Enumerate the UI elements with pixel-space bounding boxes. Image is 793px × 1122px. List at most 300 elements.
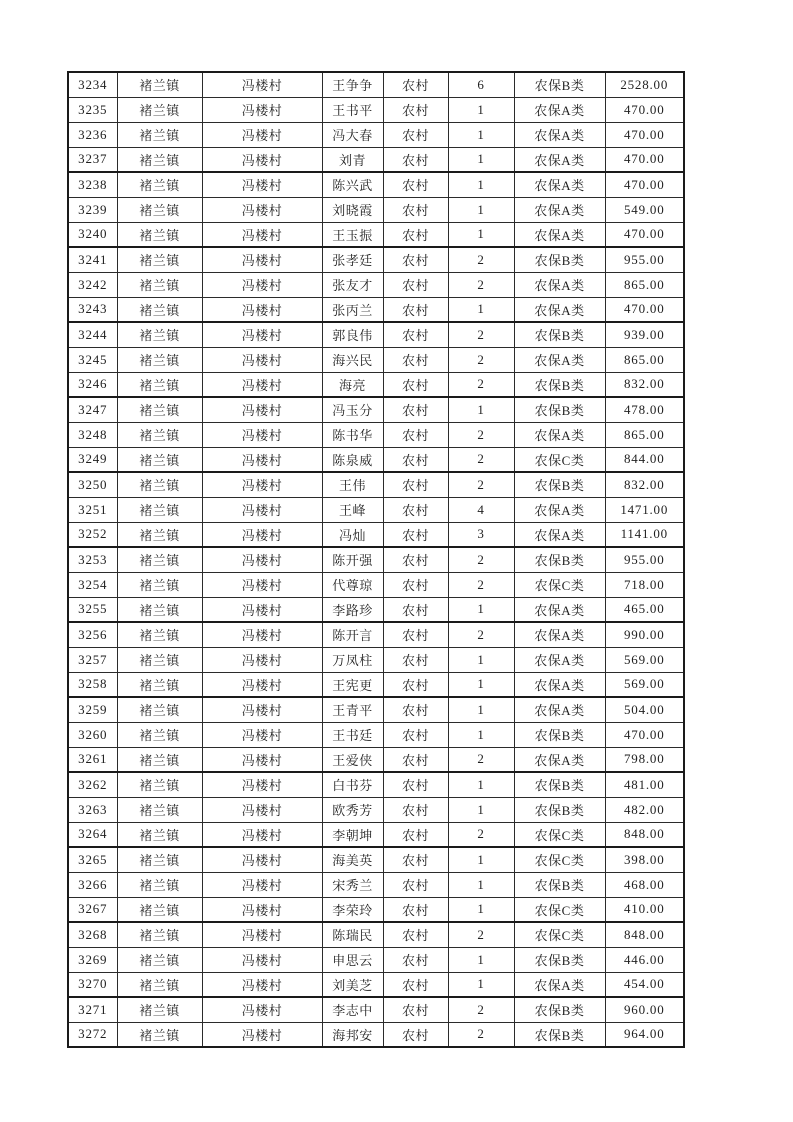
serial-number-cell: 3259 — [68, 697, 117, 722]
serial-number-cell: 3264 — [68, 822, 117, 847]
serial-number-cell: 3268 — [68, 922, 117, 947]
amount-cell: 470.00 — [605, 722, 684, 747]
household-type-cell: 农村 — [383, 72, 448, 97]
person-count-cell: 1 — [448, 772, 514, 797]
household-type-cell: 农村 — [383, 797, 448, 822]
serial-number-cell: 3271 — [68, 997, 117, 1022]
household-type-cell: 农村 — [383, 872, 448, 897]
person-count-cell: 2 — [448, 272, 514, 297]
household-type-cell: 农村 — [383, 922, 448, 947]
town-cell: 褚兰镇 — [117, 847, 202, 872]
amount-cell: 465.00 — [605, 597, 684, 622]
table-row — [68, 622, 684, 647]
person-count-cell: 2 — [448, 347, 514, 372]
insurance-category-cell: 农保B类 — [514, 247, 605, 272]
table-row — [68, 547, 684, 572]
person-count-cell: 2 — [448, 572, 514, 597]
amount-cell: 865.00 — [605, 272, 684, 297]
amount-cell: 470.00 — [605, 222, 684, 247]
person-name-cell: 冯玉分 — [322, 397, 383, 422]
person-count-cell: 1 — [448, 97, 514, 122]
person-count-cell: 2 — [448, 547, 514, 572]
table-row — [68, 922, 684, 947]
village-cell: 冯楼村 — [202, 172, 322, 197]
amount-cell: 470.00 — [605, 147, 684, 172]
table-row — [68, 947, 684, 972]
person-count-cell: 1 — [448, 172, 514, 197]
person-name-cell: 陈开强 — [322, 547, 383, 572]
village-cell: 冯楼村 — [202, 647, 322, 672]
person-count-cell: 2 — [448, 622, 514, 647]
person-count-cell: 1 — [448, 122, 514, 147]
town-cell: 褚兰镇 — [117, 572, 202, 597]
insurance-category-cell: 农保C类 — [514, 922, 605, 947]
person-name-cell: 张丙兰 — [322, 297, 383, 322]
person-count-cell: 1 — [448, 297, 514, 322]
amount-cell: 482.00 — [605, 797, 684, 822]
village-cell: 冯楼村 — [202, 447, 322, 472]
person-name-cell: 欧秀芳 — [322, 797, 383, 822]
serial-number-cell: 3242 — [68, 272, 117, 297]
table-row — [68, 772, 684, 797]
amount-cell: 569.00 — [605, 647, 684, 672]
household-type-cell: 农村 — [383, 572, 448, 597]
amount-cell: 470.00 — [605, 297, 684, 322]
village-cell: 冯楼村 — [202, 822, 322, 847]
table-row — [68, 647, 684, 672]
amount-cell: 468.00 — [605, 872, 684, 897]
insurance-category-cell: 农保C类 — [514, 447, 605, 472]
serial-number-cell: 3252 — [68, 522, 117, 547]
serial-number-cell: 3245 — [68, 347, 117, 372]
insurance-category-cell: 农保B类 — [514, 872, 605, 897]
amount-cell: 848.00 — [605, 822, 684, 847]
town-cell: 褚兰镇 — [117, 472, 202, 497]
table-row — [68, 722, 684, 747]
town-cell: 褚兰镇 — [117, 797, 202, 822]
amount-cell: 481.00 — [605, 772, 684, 797]
person-name-cell: 海兴民 — [322, 347, 383, 372]
amount-cell: 990.00 — [605, 622, 684, 647]
amount-cell: 446.00 — [605, 947, 684, 972]
household-type-cell: 农村 — [383, 597, 448, 622]
village-cell: 冯楼村 — [202, 997, 322, 1022]
serial-number-cell: 3261 — [68, 747, 117, 772]
table-row — [68, 497, 684, 522]
person-name-cell: 白书芬 — [322, 772, 383, 797]
insurance-category-cell: 农保B类 — [514, 372, 605, 397]
household-type-cell: 农村 — [383, 247, 448, 272]
village-cell: 冯楼村 — [202, 847, 322, 872]
insurance-category-cell: 农保B类 — [514, 322, 605, 347]
insurance-category-cell: 农保C类 — [514, 572, 605, 597]
household-type-cell: 农村 — [383, 147, 448, 172]
insurance-category-cell: 农保B类 — [514, 72, 605, 97]
person-name-cell: 申思云 — [322, 947, 383, 972]
household-type-cell: 农村 — [383, 772, 448, 797]
village-cell: 冯楼村 — [202, 72, 322, 97]
town-cell: 褚兰镇 — [117, 172, 202, 197]
village-cell: 冯楼村 — [202, 722, 322, 747]
person-count-cell: 2 — [448, 447, 514, 472]
person-count-cell: 1 — [448, 797, 514, 822]
serial-number-cell: 3265 — [68, 847, 117, 872]
serial-number-cell: 3249 — [68, 447, 117, 472]
serial-number-cell: 3251 — [68, 497, 117, 522]
insurance-category-cell: 农保A类 — [514, 147, 605, 172]
serial-number-cell: 3253 — [68, 547, 117, 572]
household-type-cell: 农村 — [383, 272, 448, 297]
amount-cell: 478.00 — [605, 397, 684, 422]
amount-cell: 504.00 — [605, 697, 684, 722]
insurance-category-cell: 农保B类 — [514, 772, 605, 797]
serial-number-cell: 3257 — [68, 647, 117, 672]
insurance-category-cell: 农保A类 — [514, 597, 605, 622]
village-cell: 冯楼村 — [202, 372, 322, 397]
amount-cell: 454.00 — [605, 972, 684, 997]
amount-cell: 1471.00 — [605, 497, 684, 522]
village-cell: 冯楼村 — [202, 797, 322, 822]
person-name-cell: 刘美芝 — [322, 972, 383, 997]
amount-cell: 398.00 — [605, 847, 684, 872]
insurance-category-cell: 农保A类 — [514, 497, 605, 522]
table-row — [68, 422, 684, 447]
person-name-cell: 王书廷 — [322, 722, 383, 747]
household-type-cell: 农村 — [383, 172, 448, 197]
person-name-cell: 王峰 — [322, 497, 383, 522]
household-type-cell: 农村 — [383, 997, 448, 1022]
household-type-cell: 农村 — [383, 372, 448, 397]
amount-cell: 549.00 — [605, 197, 684, 222]
person-name-cell: 王宪更 — [322, 672, 383, 697]
town-cell: 褚兰镇 — [117, 647, 202, 672]
amount-cell: 1141.00 — [605, 522, 684, 547]
person-count-cell: 1 — [448, 947, 514, 972]
person-count-cell: 1 — [448, 397, 514, 422]
insurance-category-cell: 农保B类 — [514, 797, 605, 822]
serial-number-cell: 3237 — [68, 147, 117, 172]
person-name-cell: 张孝廷 — [322, 247, 383, 272]
household-type-cell: 农村 — [383, 222, 448, 247]
household-type-cell: 农村 — [383, 347, 448, 372]
table-row — [68, 872, 684, 897]
village-cell: 冯楼村 — [202, 222, 322, 247]
person-count-cell: 1 — [448, 697, 514, 722]
serial-number-cell: 3258 — [68, 672, 117, 697]
household-type-cell: 农村 — [383, 197, 448, 222]
table-row — [68, 122, 684, 147]
person-name-cell: 陈兴武 — [322, 172, 383, 197]
serial-number-cell: 3267 — [68, 897, 117, 922]
table-row — [68, 372, 684, 397]
village-cell: 冯楼村 — [202, 272, 322, 297]
town-cell: 褚兰镇 — [117, 197, 202, 222]
town-cell: 褚兰镇 — [117, 672, 202, 697]
person-count-cell: 1 — [448, 222, 514, 247]
amount-cell: 964.00 — [605, 1022, 684, 1047]
person-name-cell: 王争争 — [322, 72, 383, 97]
village-cell: 冯楼村 — [202, 197, 322, 222]
village-cell: 冯楼村 — [202, 497, 322, 522]
household-type-cell: 农村 — [383, 697, 448, 722]
household-type-cell: 农村 — [383, 747, 448, 772]
village-cell: 冯楼村 — [202, 747, 322, 772]
town-cell: 褚兰镇 — [117, 947, 202, 972]
person-name-cell: 王玉振 — [322, 222, 383, 247]
person-name-cell: 海美英 — [322, 847, 383, 872]
town-cell: 褚兰镇 — [117, 822, 202, 847]
amount-cell: 832.00 — [605, 372, 684, 397]
person-count-cell: 6 — [448, 72, 514, 97]
person-name-cell: 王爱侠 — [322, 747, 383, 772]
person-count-cell: 2 — [448, 822, 514, 847]
person-count-cell: 2 — [448, 747, 514, 772]
serial-number-cell: 3263 — [68, 797, 117, 822]
village-cell: 冯楼村 — [202, 597, 322, 622]
insurance-category-cell: 农保A类 — [514, 622, 605, 647]
town-cell: 褚兰镇 — [117, 622, 202, 647]
insurance-category-cell: 农保C类 — [514, 847, 605, 872]
village-cell: 冯楼村 — [202, 247, 322, 272]
town-cell: 褚兰镇 — [117, 347, 202, 372]
amount-cell: 848.00 — [605, 922, 684, 947]
insurance-category-cell: 农保B类 — [514, 547, 605, 572]
table-body — [68, 72, 684, 1047]
person-count-cell: 1 — [448, 597, 514, 622]
table-row — [68, 397, 684, 422]
table-row — [68, 222, 684, 247]
amount-cell: 844.00 — [605, 447, 684, 472]
person-name-cell: 刘晓霞 — [322, 197, 383, 222]
amount-cell: 960.00 — [605, 997, 684, 1022]
insurance-category-cell: 农保A类 — [514, 522, 605, 547]
serial-number-cell: 3244 — [68, 322, 117, 347]
insurance-category-cell: 农保C类 — [514, 897, 605, 922]
serial-number-cell: 3241 — [68, 247, 117, 272]
town-cell: 褚兰镇 — [117, 72, 202, 97]
person-count-cell: 1 — [448, 972, 514, 997]
person-name-cell: 李荣玲 — [322, 897, 383, 922]
amount-cell: 569.00 — [605, 672, 684, 697]
person-name-cell: 王书平 — [322, 97, 383, 122]
person-count-cell: 1 — [448, 897, 514, 922]
amount-cell: 470.00 — [605, 97, 684, 122]
insurance-category-cell: 农保A类 — [514, 747, 605, 772]
insurance-category-cell: 农保B类 — [514, 722, 605, 747]
serial-number-cell: 3240 — [68, 222, 117, 247]
village-cell: 冯楼村 — [202, 922, 322, 947]
serial-number-cell: 3235 — [68, 97, 117, 122]
village-cell: 冯楼村 — [202, 897, 322, 922]
person-name-cell: 万凤柱 — [322, 647, 383, 672]
person-name-cell: 陈瑞民 — [322, 922, 383, 947]
household-type-cell: 农村 — [383, 97, 448, 122]
amount-cell: 410.00 — [605, 897, 684, 922]
serial-number-cell: 3256 — [68, 622, 117, 647]
insurance-category-cell: 农保B类 — [514, 1022, 605, 1047]
household-type-cell: 农村 — [383, 297, 448, 322]
village-cell: 冯楼村 — [202, 1022, 322, 1047]
household-type-cell: 农村 — [383, 422, 448, 447]
serial-number-cell: 3270 — [68, 972, 117, 997]
person-name-cell: 刘青 — [322, 147, 383, 172]
table-row — [68, 597, 684, 622]
town-cell: 褚兰镇 — [117, 272, 202, 297]
serial-number-cell: 3246 — [68, 372, 117, 397]
person-count-cell: 1 — [448, 847, 514, 872]
person-name-cell: 宋秀兰 — [322, 872, 383, 897]
person-name-cell: 代尊琼 — [322, 572, 383, 597]
person-name-cell: 海邦安 — [322, 1022, 383, 1047]
person-count-cell: 3 — [448, 522, 514, 547]
insurance-category-cell: 农保B类 — [514, 397, 605, 422]
insurance-category-cell: 农保A类 — [514, 697, 605, 722]
person-name-cell: 冯大春 — [322, 122, 383, 147]
household-type-cell: 农村 — [383, 722, 448, 747]
table-row — [68, 347, 684, 372]
town-cell: 褚兰镇 — [117, 597, 202, 622]
person-count-cell: 1 — [448, 197, 514, 222]
village-cell: 冯楼村 — [202, 522, 322, 547]
town-cell: 褚兰镇 — [117, 722, 202, 747]
town-cell: 褚兰镇 — [117, 397, 202, 422]
household-type-cell: 农村 — [383, 447, 448, 472]
village-cell: 冯楼村 — [202, 972, 322, 997]
village-cell: 冯楼村 — [202, 622, 322, 647]
town-cell: 褚兰镇 — [117, 147, 202, 172]
person-count-cell: 2 — [448, 247, 514, 272]
serial-number-cell: 3269 — [68, 947, 117, 972]
town-cell: 褚兰镇 — [117, 697, 202, 722]
town-cell: 褚兰镇 — [117, 872, 202, 897]
village-cell: 冯楼村 — [202, 697, 322, 722]
person-count-cell: 2 — [448, 422, 514, 447]
village-cell: 冯楼村 — [202, 572, 322, 597]
serial-number-cell: 3247 — [68, 397, 117, 422]
person-name-cell: 李志中 — [322, 997, 383, 1022]
table-row — [68, 697, 684, 722]
table-row — [68, 297, 684, 322]
town-cell: 褚兰镇 — [117, 497, 202, 522]
table-row — [68, 522, 684, 547]
household-type-cell: 农村 — [383, 897, 448, 922]
person-count-cell: 2 — [448, 997, 514, 1022]
amount-cell: 470.00 — [605, 122, 684, 147]
person-count-cell: 1 — [448, 647, 514, 672]
town-cell: 褚兰镇 — [117, 97, 202, 122]
serial-number-cell: 3262 — [68, 772, 117, 797]
insurance-category-cell: 农保B类 — [514, 472, 605, 497]
person-name-cell: 陈书华 — [322, 422, 383, 447]
table-row — [68, 247, 684, 272]
town-cell: 褚兰镇 — [117, 122, 202, 147]
serial-number-cell: 3254 — [68, 572, 117, 597]
table-row — [68, 797, 684, 822]
amount-cell: 865.00 — [605, 422, 684, 447]
table-row — [68, 147, 684, 172]
household-type-cell: 农村 — [383, 1022, 448, 1047]
village-cell: 冯楼村 — [202, 322, 322, 347]
table-row — [68, 1022, 684, 1047]
town-cell: 褚兰镇 — [117, 897, 202, 922]
table-row — [68, 272, 684, 297]
table-row — [68, 322, 684, 347]
table-row — [68, 997, 684, 1022]
table-row — [68, 572, 684, 597]
table-row — [68, 72, 684, 97]
person-count-cell: 2 — [448, 322, 514, 347]
insurance-category-cell: 农保A类 — [514, 647, 605, 672]
village-cell: 冯楼村 — [202, 397, 322, 422]
household-type-cell: 农村 — [383, 647, 448, 672]
household-type-cell: 农村 — [383, 397, 448, 422]
town-cell: 褚兰镇 — [117, 1022, 202, 1047]
amount-cell: 955.00 — [605, 547, 684, 572]
insurance-category-cell: 农保A类 — [514, 222, 605, 247]
serial-number-cell: 3236 — [68, 122, 117, 147]
village-cell: 冯楼村 — [202, 472, 322, 497]
amount-cell: 832.00 — [605, 472, 684, 497]
insurance-category-cell: 农保B类 — [514, 997, 605, 1022]
serial-number-cell: 3266 — [68, 872, 117, 897]
household-type-cell: 农村 — [383, 122, 448, 147]
household-type-cell: 农村 — [383, 822, 448, 847]
serial-number-cell: 3250 — [68, 472, 117, 497]
household-type-cell: 农村 — [383, 847, 448, 872]
town-cell: 褚兰镇 — [117, 772, 202, 797]
town-cell: 褚兰镇 — [117, 322, 202, 347]
village-cell: 冯楼村 — [202, 297, 322, 322]
town-cell: 褚兰镇 — [117, 922, 202, 947]
person-name-cell: 冯灿 — [322, 522, 383, 547]
household-type-cell: 农村 — [383, 972, 448, 997]
person-count-cell: 2 — [448, 472, 514, 497]
person-name-cell: 陈开言 — [322, 622, 383, 647]
table-row — [68, 197, 684, 222]
town-cell: 褚兰镇 — [117, 547, 202, 572]
table-row — [68, 472, 684, 497]
amount-cell: 2528.00 — [605, 72, 684, 97]
insurance-category-cell: 农保B类 — [514, 947, 605, 972]
town-cell: 褚兰镇 — [117, 222, 202, 247]
town-cell: 褚兰镇 — [117, 372, 202, 397]
serial-number-cell: 3238 — [68, 172, 117, 197]
person-count-cell: 1 — [448, 872, 514, 897]
household-type-cell: 农村 — [383, 472, 448, 497]
amount-cell: 865.00 — [605, 347, 684, 372]
village-cell: 冯楼村 — [202, 147, 322, 172]
table-row — [68, 97, 684, 122]
insurance-category-cell: 农保A类 — [514, 422, 605, 447]
table-row — [68, 672, 684, 697]
household-type-cell: 农村 — [383, 547, 448, 572]
amount-cell: 939.00 — [605, 322, 684, 347]
table-row — [68, 447, 684, 472]
town-cell: 褚兰镇 — [117, 747, 202, 772]
table-row — [68, 972, 684, 997]
town-cell: 褚兰镇 — [117, 972, 202, 997]
village-cell: 冯楼村 — [202, 97, 322, 122]
insurance-category-cell: 农保A类 — [514, 347, 605, 372]
serial-number-cell: 3243 — [68, 297, 117, 322]
insurance-category-cell: 农保A类 — [514, 297, 605, 322]
town-cell: 褚兰镇 — [117, 447, 202, 472]
town-cell: 褚兰镇 — [117, 522, 202, 547]
person-name-cell: 郭良伟 — [322, 322, 383, 347]
amount-cell: 718.00 — [605, 572, 684, 597]
insurance-category-cell: 农保A类 — [514, 672, 605, 697]
insurance-category-cell: 农保A类 — [514, 272, 605, 297]
